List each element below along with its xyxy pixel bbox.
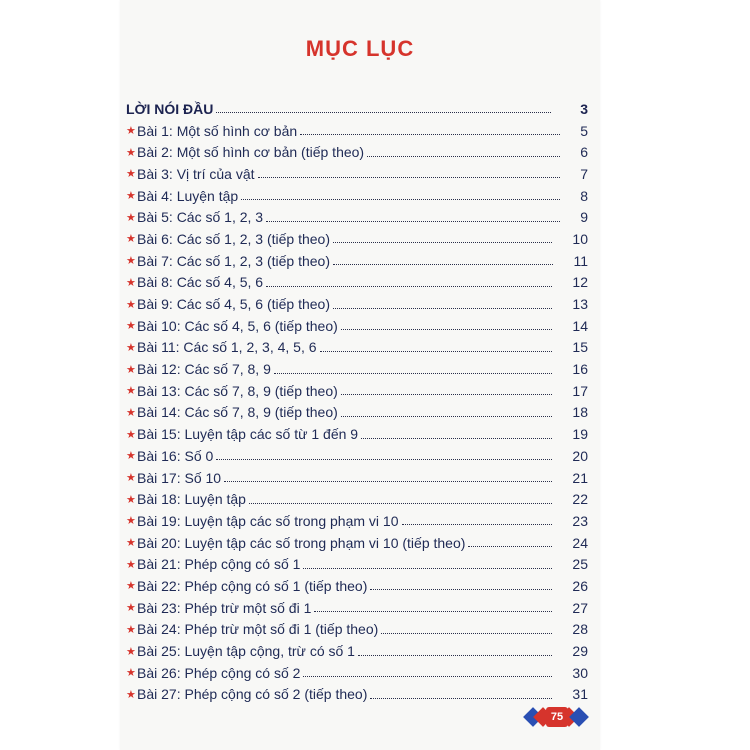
- star-bullet-icon: ★: [126, 233, 136, 246]
- toc-item: [126, 553, 588, 575]
- dot-leader: [370, 698, 552, 699]
- star-bullet-icon: ★: [126, 298, 136, 311]
- toc-heading-label: LỜI NÓI ĐẦU: [126, 100, 214, 117]
- toc-item: [126, 358, 588, 380]
- toc-item-page: 9: [580, 209, 588, 226]
- star-bullet-icon: ★: [126, 515, 136, 528]
- toc-item-label: Bài 23: Phép trừ một số đi 1: [137, 599, 312, 616]
- dot-leader: [381, 633, 552, 634]
- toc-item-page: 10: [572, 230, 588, 247]
- toc-item-page: 19: [572, 426, 588, 443]
- toc-item-label: Bài 13: Các số 7, 8, 9 (tiếp theo): [137, 382, 338, 399]
- toc-item-page: 30: [572, 664, 588, 681]
- dot-leader: [333, 242, 552, 243]
- toc-item: [126, 185, 588, 207]
- toc-item-label: Bài 19: Luyện tập các số trong phạm vi 10: [137, 512, 399, 529]
- dot-leader: [300, 134, 560, 135]
- toc-item-page: 8: [580, 187, 588, 204]
- dot-leader: [341, 329, 553, 330]
- toc-item: [126, 337, 588, 359]
- toc-item-label: Bài 4: Luyện tập: [137, 187, 239, 204]
- toc-item: [126, 272, 588, 294]
- toc-item: [126, 684, 588, 706]
- star-bullet-icon: ★: [126, 428, 136, 441]
- table-of-contents: [126, 98, 588, 705]
- toc-item-page: 13: [572, 296, 588, 313]
- star-bullet-icon: ★: [126, 645, 136, 658]
- toc-item-page: 15: [572, 339, 588, 356]
- star-bullet-icon: ★: [126, 255, 136, 268]
- toc-item: [126, 315, 588, 337]
- toc-item-label: Bài 8: Các số 4, 5, 6: [137, 274, 264, 291]
- toc-item-label: Bài 21: Phép cộng có số 1: [137, 556, 301, 573]
- toc-item: [126, 380, 588, 402]
- dot-leader: [303, 676, 552, 677]
- toc-item-page: 28: [572, 621, 588, 638]
- toc-item: [126, 662, 588, 684]
- dot-leader: [266, 286, 552, 287]
- toc-item-label: Bài 17: Số 10: [137, 469, 222, 486]
- dot-leader: [249, 503, 552, 504]
- star-bullet-icon: ★: [126, 211, 136, 224]
- toc-item: [126, 228, 588, 250]
- toc-item-page: 7: [580, 165, 588, 182]
- dot-leader: [370, 589, 552, 590]
- toc-item-label: Bài 18: Luyện tập: [137, 491, 246, 508]
- star-bullet-icon: ★: [126, 125, 136, 138]
- star-bullet-icon: ★: [126, 406, 136, 419]
- toc-item-page: 25: [572, 556, 588, 573]
- dot-leader: [258, 177, 561, 178]
- toc-heading-row: [126, 98, 588, 120]
- toc-item-page: 16: [572, 361, 588, 378]
- toc-item-label: Bài 1: Một số hình cơ bản: [137, 122, 298, 139]
- star-bullet-icon: ★: [126, 493, 136, 506]
- toc-item: [126, 120, 588, 142]
- toc-item: [126, 488, 588, 510]
- toc-item-page: 24: [572, 534, 588, 551]
- dot-leader: [402, 524, 553, 525]
- toc-item-label: Bài 22: Phép cộng có số 1 (tiếp theo): [137, 577, 368, 594]
- dot-leader: [367, 156, 560, 157]
- toc-item-label: Bài 9: Các số 4, 5, 6 (tiếp theo): [137, 296, 330, 313]
- toc-item-label: Bài 16: Số 0: [137, 447, 214, 464]
- dot-leader: [303, 568, 552, 569]
- toc-item: [126, 597, 588, 619]
- toc-item-page: 29: [572, 643, 588, 660]
- toc-item: [126, 163, 588, 185]
- dot-leader: [266, 221, 560, 222]
- toc-item-page: 22: [572, 491, 588, 508]
- star-bullet-icon: ★: [126, 537, 136, 550]
- toc-item-label: Bài 27: Phép cộng có số 2 (tiếp theo): [137, 686, 368, 703]
- star-bullet-icon: ★: [126, 385, 136, 398]
- toc-item-page: 31: [572, 686, 588, 703]
- toc-item-label: Bài 24: Phép trừ một số đi 1 (tiếp theo): [137, 621, 379, 638]
- toc-item-page: 26: [572, 577, 588, 594]
- toc-list: [126, 120, 588, 706]
- toc-item-page: 14: [572, 317, 588, 334]
- toc-item-label: Bài 25: Luyện tập cộng, trừ có số 1: [137, 643, 355, 660]
- dot-leader: [216, 112, 551, 113]
- toc-item: [126, 250, 588, 272]
- star-bullet-icon: ★: [126, 320, 136, 333]
- toc-item-label: Bài 3: Vị trí của vật: [137, 165, 255, 182]
- toc-item-page: 18: [572, 404, 588, 421]
- toc-item-label: Bài 7: Các số 1, 2, 3 (tiếp theo): [137, 252, 330, 269]
- toc-item-label: Bài 6: Các số 1, 2, 3 (tiếp theo): [137, 230, 330, 247]
- star-bullet-icon: ★: [126, 341, 136, 354]
- dot-leader: [468, 546, 552, 547]
- star-bullet-icon: ★: [126, 558, 136, 571]
- toc-item-page: 11: [573, 252, 588, 269]
- dot-leader: [333, 264, 553, 265]
- toc-item: [126, 575, 588, 597]
- dot-leader: [333, 308, 552, 309]
- toc-item-page: 21: [572, 469, 588, 486]
- toc-item-label: Bài 20: Luyện tập các số trong phạm vi 10 (tiếp theo): [137, 534, 466, 551]
- star-bullet-icon: ★: [126, 688, 136, 701]
- star-bullet-icon: ★: [126, 472, 136, 485]
- toc-item: [126, 141, 588, 163]
- toc-item-label: Bài 14: Các số 7, 8, 9 (tiếp theo): [137, 404, 338, 421]
- toc-item: [126, 293, 588, 315]
- dot-leader: [314, 611, 552, 612]
- star-bullet-icon: ★: [126, 276, 136, 289]
- dot-leader: [341, 416, 553, 417]
- toc-item-label: Bài 11: Các số 1, 2, 3, 4, 5, 6: [137, 339, 317, 356]
- star-bullet-icon: ★: [126, 146, 136, 159]
- star-bullet-icon: ★: [126, 190, 136, 203]
- dot-leader: [358, 655, 552, 656]
- toc-item: [126, 640, 588, 662]
- toc-item-page: 6: [580, 144, 588, 161]
- toc-item: [126, 445, 588, 467]
- toc-item-label: Bài 2: Một số hình cơ bản (tiếp theo): [137, 144, 365, 161]
- toc-item-page: 23: [572, 512, 588, 529]
- dot-leader: [274, 373, 553, 374]
- star-bullet-icon: ★: [126, 602, 136, 615]
- page-number-badge: [522, 704, 592, 730]
- toc-item-page: 5: [580, 122, 588, 139]
- star-bullet-icon: ★: [126, 667, 136, 680]
- toc-item-page: 20: [572, 447, 588, 464]
- toc-item: [126, 206, 588, 228]
- toc-item: [126, 423, 588, 445]
- dot-leader: [341, 394, 553, 395]
- toc-item-label: Bài 5: Các số 1, 2, 3: [137, 209, 264, 226]
- toc-item-page: 12: [572, 274, 588, 291]
- star-bullet-icon: ★: [126, 580, 136, 593]
- toc-item: [126, 402, 588, 424]
- dot-leader: [224, 481, 552, 482]
- star-bullet-icon: ★: [126, 623, 136, 636]
- toc-item-label: Bài 12: Các số 7, 8, 9: [137, 361, 271, 378]
- star-bullet-icon: ★: [126, 363, 136, 376]
- toc-item: [126, 619, 588, 641]
- page-number: 75: [546, 707, 568, 727]
- dot-leader: [320, 351, 553, 352]
- star-bullet-icon: ★: [126, 450, 136, 463]
- toc-item-label: Bài 15: Luyện tập các số từ 1 đến 9: [137, 426, 359, 443]
- toc-heading-page: 3: [580, 100, 588, 117]
- page-title: MỤC LỤC: [305, 36, 415, 61]
- toc-item-page: 17: [572, 382, 588, 399]
- dot-leader: [241, 199, 560, 200]
- toc-item: [126, 510, 588, 532]
- toc-item-label: Bài 10: Các số 4, 5, 6 (tiếp theo): [137, 317, 338, 334]
- toc-item: [126, 532, 588, 554]
- dot-leader: [216, 459, 552, 460]
- toc-item-label: Bài 26: Phép cộng có số 2: [137, 664, 301, 681]
- dot-leader: [361, 438, 552, 439]
- toc-item-page: 27: [572, 599, 588, 616]
- toc-item: [126, 467, 588, 489]
- star-bullet-icon: ★: [126, 168, 136, 181]
